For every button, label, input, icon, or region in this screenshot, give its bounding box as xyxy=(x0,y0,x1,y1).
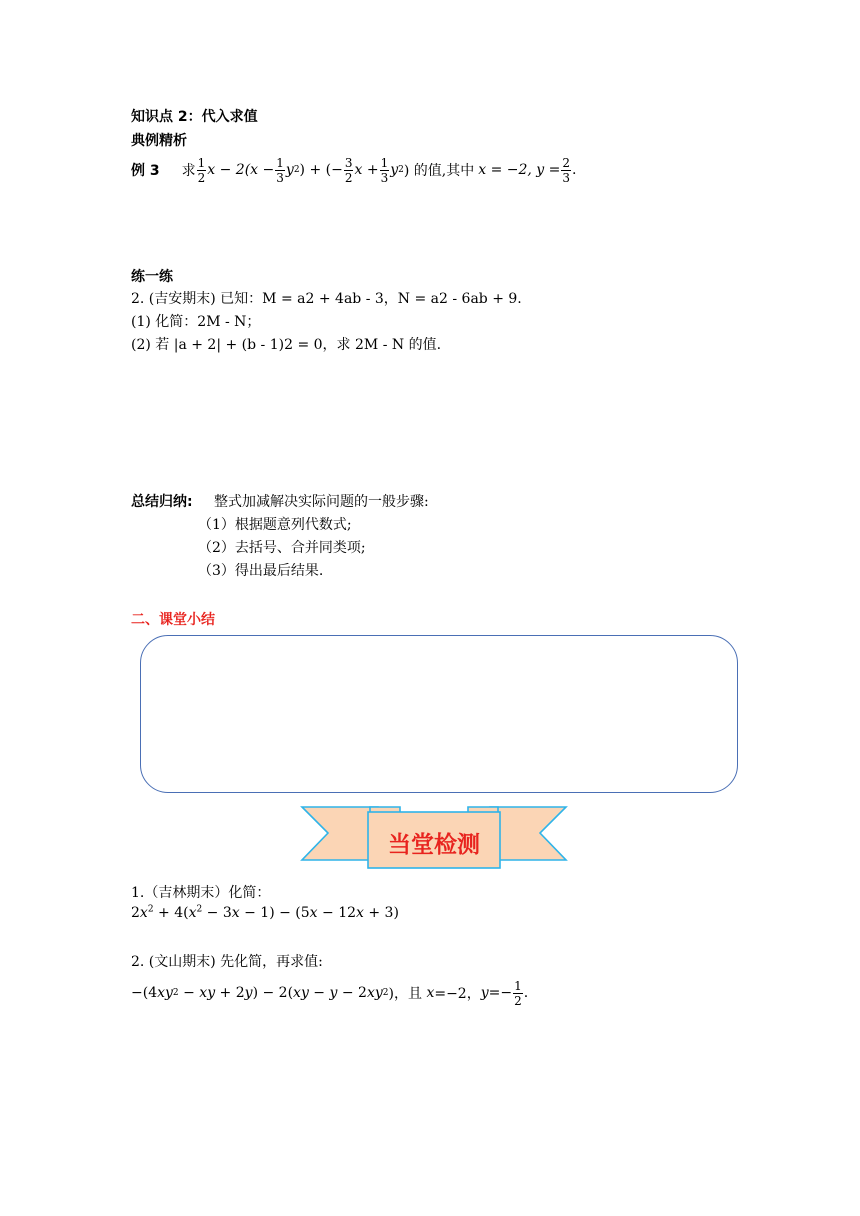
test-question-2-expression: −(4 xy 2 − xy + 2 y ) − 2( xy − y − 2 xy 2 )，且 x =−2， y =− $\frac{1}{2}$ . xyxy=(131,978,529,1008)
summary-step-1: （1）根据题意列代数式; xyxy=(198,517,352,533)
class-summary-heading: 二、课堂小结 xyxy=(131,612,215,628)
example-label: 例 3 xyxy=(131,163,160,179)
fraction-one-third-b: $\frac{1}{3}$ xyxy=(380,155,389,185)
expr-end: . xyxy=(572,162,577,178)
summary-label: 总结归纳: xyxy=(131,494,193,510)
practice-line-3: (2) 若 |a + 2| + (b - 1)2 = 0，求 2M - N 的值. xyxy=(131,337,442,353)
expr-part: y xyxy=(390,162,399,178)
fraction-one-third: $\frac{1}{3}$ xyxy=(276,155,284,185)
practice-line-2: (1) 化简：2M - N； xyxy=(131,314,261,330)
summary-step-2: （2）去括号、合并同类项; xyxy=(198,540,366,556)
summary-step-3: （3）得出最后结果. xyxy=(198,563,324,579)
class-summary-box xyxy=(140,635,738,793)
subheading-example-analysis: 典例精析 xyxy=(131,133,187,149)
fraction-one-half-q2: $\frac{1}{2}$ xyxy=(514,978,522,1008)
practice-heading: 练一练 xyxy=(131,269,173,285)
section-heading-substitution: 知识点 2：代入求值 xyxy=(131,109,258,125)
expr-part: ) 的值,其中 xyxy=(403,163,475,179)
fraction-three-halves: $\frac{3}{2}$ xyxy=(344,155,353,185)
expr-part: ) + (− xyxy=(299,162,343,178)
example-3-line: 例 3 求 $\frac{1}{2}$ x − 2(x − $\frac{1}{3}$ y 2 ) + (− $\frac{3}{2}$ x + $\frac{1}{3}$ y 2 ) 的值,其中 x = −2, y = $\frac{2}{3}$ . xyxy=(131,155,577,185)
quiz-banner xyxy=(300,804,568,876)
test-question-1-title: 1.（吉林期末）化简： xyxy=(131,885,271,901)
practice-line-1: 2. (吉安期末) 已知：M = a2 + 4ab - 3，N = a2 - 6ab + 9. xyxy=(131,291,522,307)
condition: x = −2, y = xyxy=(478,162,561,178)
fraction-one-half: $\frac{1}{2}$ xyxy=(197,155,206,185)
test-question-2-title: 2. (文山期末) 先化简，再求值: xyxy=(131,954,323,970)
fraction-two-thirds: $\frac{2}{3}$ xyxy=(562,155,571,185)
example-ask: 求 xyxy=(181,163,196,179)
expr-part: x − 2(x − xyxy=(207,162,275,178)
test-question-1-expression: $2x^2 + 4(x^2 - 3x - 1) - (5x - 12x + 3)$ xyxy=(131,904,399,921)
expr-part: y xyxy=(285,162,294,178)
expr-part: x + xyxy=(354,162,379,178)
summary-intro: 整式加减解决实际问题的一般步骤: xyxy=(214,494,429,510)
banner-label: 当堂检测 xyxy=(388,832,480,858)
